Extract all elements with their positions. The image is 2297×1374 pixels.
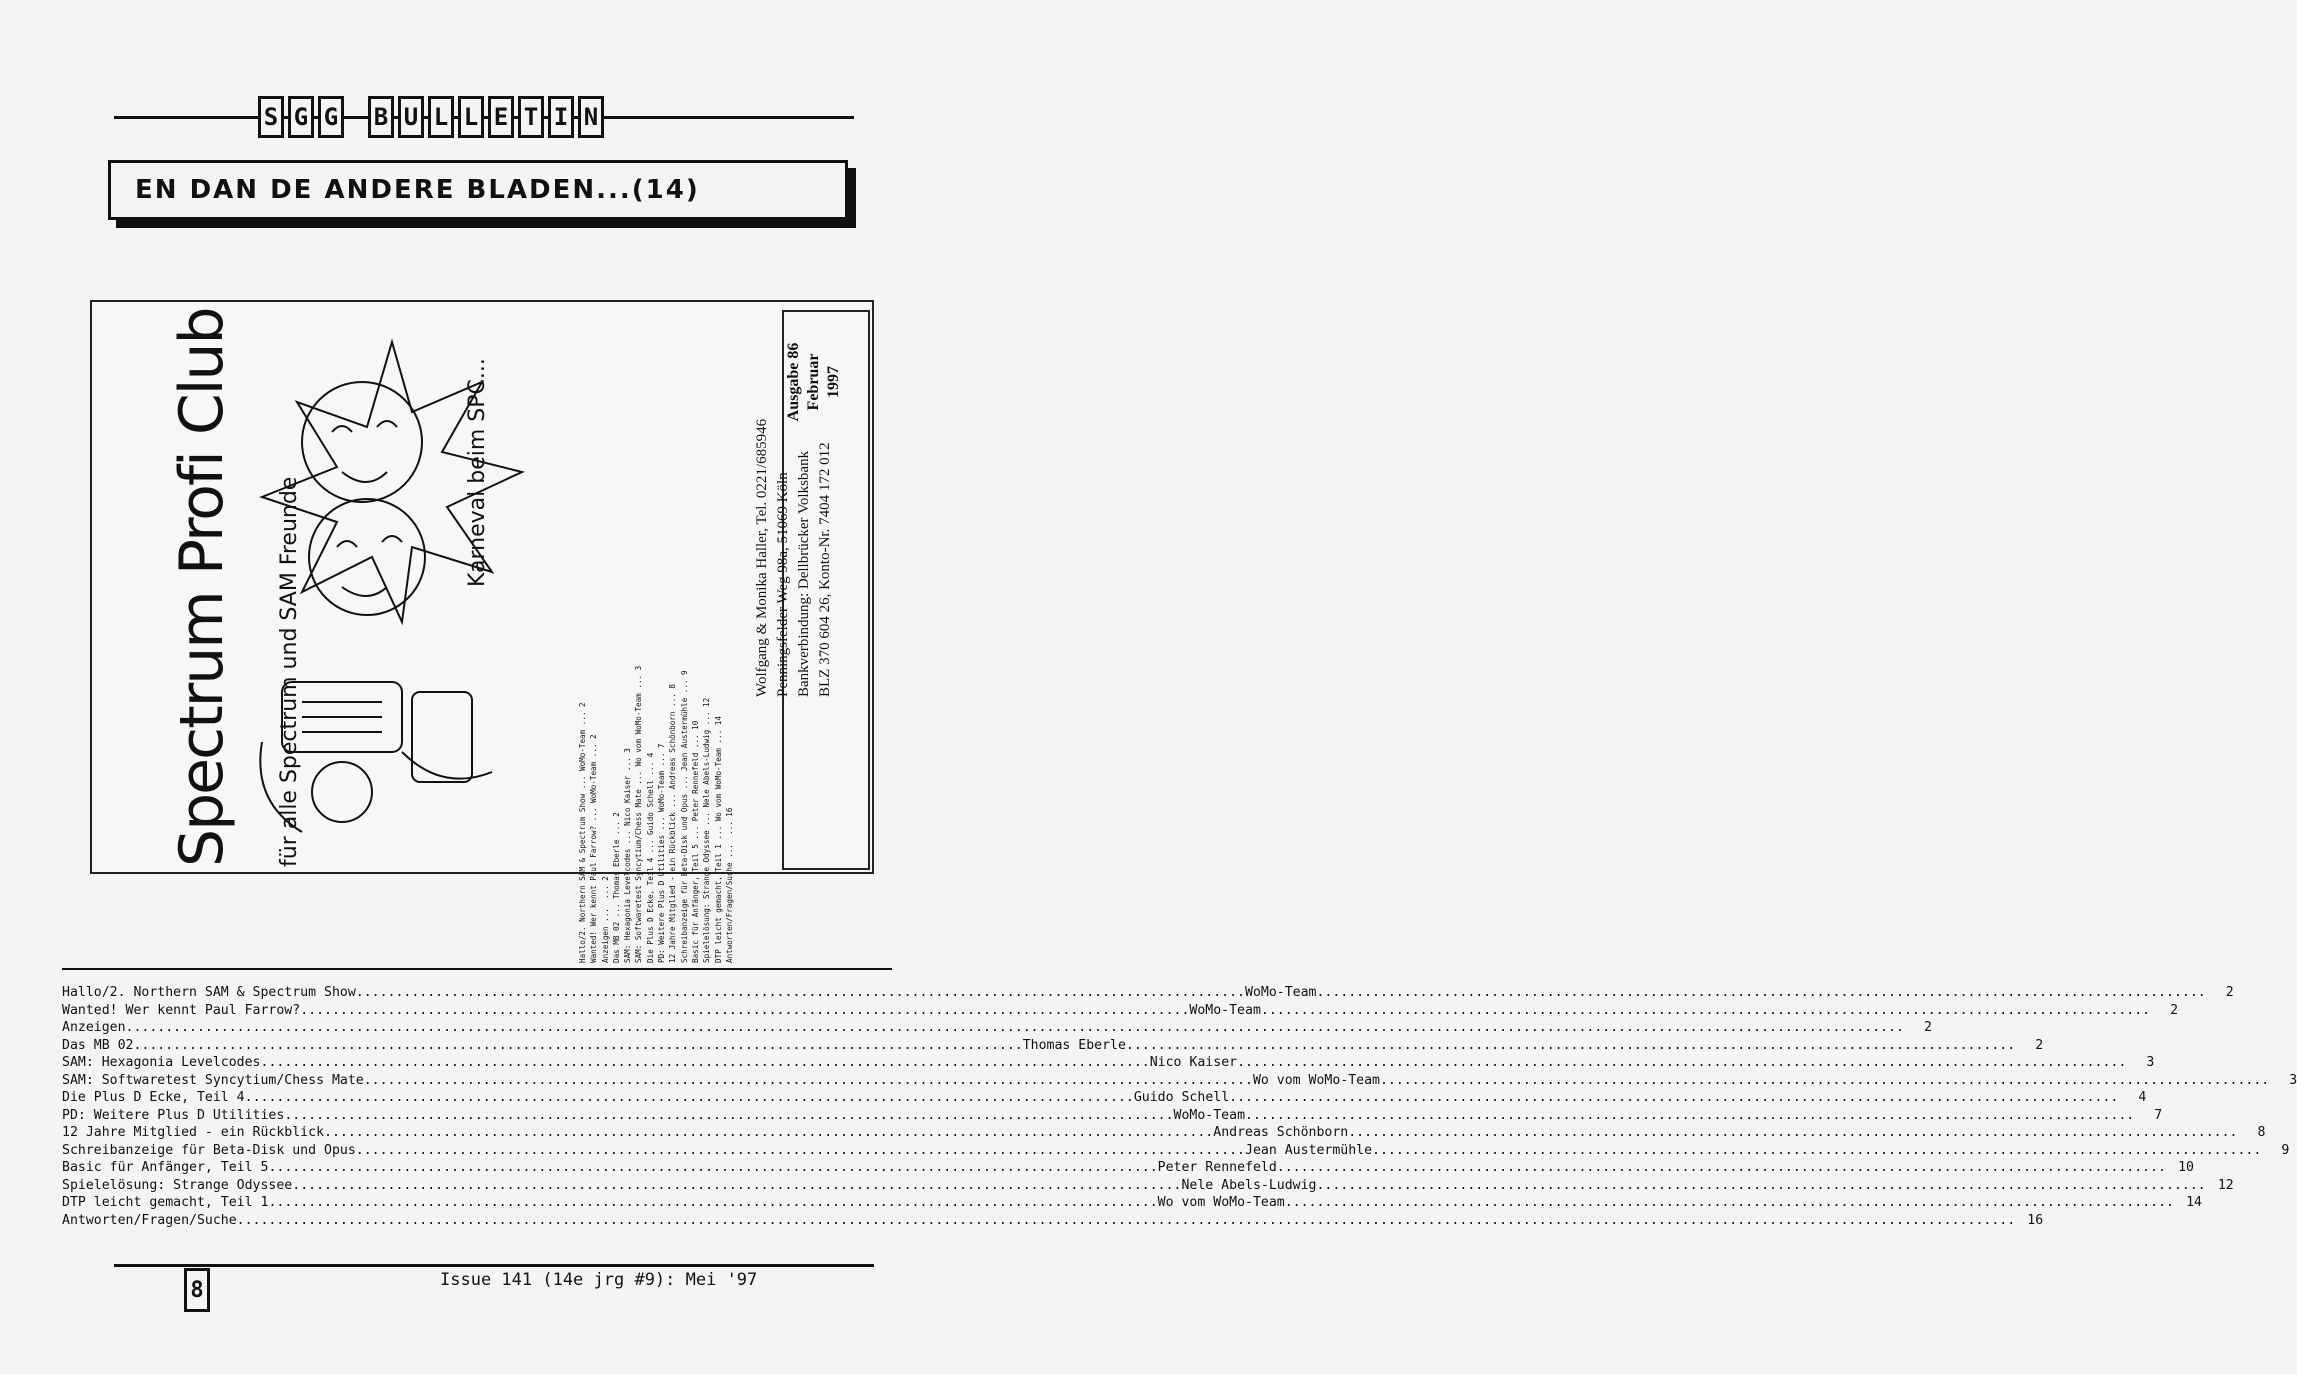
banner-letter: N xyxy=(578,96,604,138)
contents-row xyxy=(62,1019,1932,1037)
club-name: Spectrum Profi Club xyxy=(167,308,237,867)
article-page: 3 xyxy=(2289,1072,2297,1088)
banner-gap xyxy=(348,96,364,138)
cover-article-author: Thomas Eberle xyxy=(611,839,621,899)
article-page: 10 xyxy=(2178,1160,2194,1175)
leader-dots: ... xyxy=(645,834,655,858)
banner-letter: T xyxy=(518,96,544,138)
leader-dots: ... xyxy=(702,706,712,730)
headline xyxy=(108,160,848,220)
leader-dots xyxy=(237,1212,1126,1230)
cover-article-page: 8 xyxy=(668,684,678,689)
cover-article-author: WoMo-Team xyxy=(578,729,587,771)
contents-row xyxy=(62,1072,2297,1090)
cover-article-page: 12 xyxy=(702,697,712,707)
article-author: Nele Abels-Ludwig xyxy=(1181,1177,1317,1193)
article-author: WoMo-Team xyxy=(1245,985,1317,1000)
leader-dots xyxy=(356,984,1245,1002)
leader-dots: ... xyxy=(702,807,712,831)
contents-row xyxy=(62,1054,2155,1072)
contents-row xyxy=(62,1089,2147,1107)
article-title: 12 Jahre Mitglied - ein Rückblick xyxy=(62,1125,325,1140)
article-page: 8 xyxy=(2257,1125,2266,1140)
contents-row xyxy=(62,1002,2179,1020)
contents-row xyxy=(62,1107,2163,1125)
cover-article-page: 3 xyxy=(634,665,644,671)
cover-contents-row xyxy=(667,403,678,963)
leader-dots: ... xyxy=(668,789,678,813)
cover-article-title: Die Plus D Ecke, Teil 4 xyxy=(645,857,655,963)
leader-dots xyxy=(1229,1089,2118,1107)
address-line: Bankverbindung: Dellbrücker Volksbank xyxy=(796,450,812,697)
issue-month: Februar xyxy=(805,353,822,411)
leader-dots xyxy=(1285,1194,2174,1212)
magazine-cover xyxy=(90,300,874,963)
contents-row xyxy=(62,1212,2044,1230)
cover-article-author: Nico Kaiser xyxy=(623,775,633,826)
leader-dots: ... xyxy=(634,670,644,694)
cover-article-title: Anzeigen xyxy=(600,926,610,963)
article-title: Antworten/Fragen/Suche xyxy=(62,1212,237,1228)
cover-article-author: Andreas Schönborn xyxy=(668,711,678,790)
leader-dots: ... xyxy=(713,725,723,749)
cover-contents-row xyxy=(588,403,599,963)
leader-dots xyxy=(1372,1142,2261,1160)
cover-article-title: Schreibanzeige für Beta-Disk und Opus xyxy=(679,793,689,963)
footer-rule xyxy=(114,1264,874,1267)
cover-article-title: Hallo/2. Northern SAM & Spectrum Show xyxy=(578,793,587,963)
cover-contents-row xyxy=(724,403,735,963)
contents-row xyxy=(62,984,2234,1002)
leader-dots xyxy=(1380,1072,2269,1090)
article-title: Hallo/2. Northern SAM & Spectrum Show xyxy=(62,985,356,1000)
leader-dots: ... xyxy=(724,816,734,840)
article-author: Nico Kaiser xyxy=(1149,1055,1238,1070)
cover-article-page: 4 xyxy=(645,752,655,758)
cover-article-page: 7 xyxy=(657,743,667,749)
address-line: Penningsfelder Weg 98a, 51069 Köln xyxy=(775,472,791,697)
article-page: 2 xyxy=(1924,1020,1932,1035)
article-page: 16 xyxy=(2027,1212,2044,1228)
leader-dots xyxy=(292,1177,1181,1195)
face-upper xyxy=(302,382,422,502)
leader-dots: ... xyxy=(600,880,610,904)
cover-article-page: 2 xyxy=(600,876,610,881)
leader-dots xyxy=(356,1142,1245,1160)
leader-dots xyxy=(1237,1054,2126,1072)
leader-dots: ... xyxy=(623,752,633,776)
leader-dots xyxy=(364,1072,1253,1090)
article-author: WoMo-Team xyxy=(1173,1107,1246,1123)
leader-dots xyxy=(1316,1177,2205,1195)
banner-letter: I xyxy=(548,96,574,138)
cover-article-page: 16 xyxy=(724,807,734,817)
leader-dots: ... xyxy=(724,839,734,863)
article-title: Spielelösung: Strange Odyssee xyxy=(62,1177,293,1193)
leader-dots: ... xyxy=(657,812,667,835)
banner-letter: S xyxy=(258,96,284,138)
cover-article-page: 3 xyxy=(623,748,633,753)
leader-dots: ... xyxy=(690,821,700,845)
article-author: Peter Rennefeld xyxy=(1157,1160,1277,1175)
cover-article-title: Spielelösung: Strange Odyssee xyxy=(702,830,712,963)
contents-row xyxy=(62,1142,2290,1160)
headline-text: EN DAN DE ANDERE BLADEN...(14) xyxy=(135,175,700,205)
article-title: Das MB 02 xyxy=(62,1037,134,1053)
cover-article-title: SAM: Softwaretest Syncytium/Chess Mate xyxy=(634,789,644,963)
issue-info xyxy=(784,292,864,472)
leader-dots xyxy=(1261,1002,2150,1020)
leader-dots: ... xyxy=(634,766,644,790)
article-page: 7 xyxy=(2154,1107,2163,1123)
banner-letter: U xyxy=(398,96,424,138)
leader-dots xyxy=(1015,1019,1904,1037)
leader-dots xyxy=(126,1019,1015,1037)
leader-dots xyxy=(133,1037,1022,1055)
contents-row xyxy=(62,1037,2044,1055)
leader-dots xyxy=(1316,984,2205,1002)
carnival-illustration xyxy=(242,322,542,842)
leader-dots xyxy=(1126,1037,2015,1055)
address-line: Wolfgang & Monika Haller, Tel. 0221/685946 xyxy=(754,418,770,697)
cover-article-page: 2 xyxy=(578,702,587,707)
article-author: Andreas Schönborn xyxy=(1213,1125,1349,1140)
cover-contents-row xyxy=(645,403,656,963)
article-page: 3 xyxy=(2146,1055,2155,1070)
cover-contents-list xyxy=(577,403,767,963)
cover-article-title: SAM: Hexagonia Levelcodes xyxy=(623,848,633,963)
leader-dots: ... xyxy=(623,825,633,849)
leader-dots xyxy=(261,1054,1150,1072)
page-number: 8 xyxy=(184,1268,210,1312)
article-title: DTP leicht gemacht, Teil 1 xyxy=(62,1195,269,1210)
club-subtitle: für alle Spectrum und SAM Freunde xyxy=(277,476,302,867)
leader-dots xyxy=(300,1002,1189,1020)
cover-article-page: 14 xyxy=(713,716,723,726)
cover-article-page: 10 xyxy=(690,720,700,730)
article-author: WoMo-Team xyxy=(1189,1002,1261,1018)
article-title: SAM: Softwaretest Syncytium/Chess Mate xyxy=(62,1072,364,1088)
article-title: Die Plus D Ecke, Teil 4 xyxy=(62,1090,245,1105)
leader-dots xyxy=(245,1089,1134,1107)
leader-dots: ... xyxy=(679,674,689,698)
cover-article-title: Antworten/Fragen/Suche xyxy=(724,862,734,963)
leader-dots: ... xyxy=(611,898,621,922)
article-page: 2 xyxy=(2225,985,2234,1000)
cover-contents-row xyxy=(611,403,622,963)
cover-contents-row xyxy=(701,403,712,963)
article-title: Anzeigen xyxy=(62,1020,126,1035)
banner-letter: E xyxy=(488,96,514,138)
contents-row xyxy=(62,1177,2234,1195)
leader-dots: ... xyxy=(668,688,678,712)
cover-article-page: 9 xyxy=(679,670,689,675)
leader-dots: ... xyxy=(578,770,587,794)
leader-dots xyxy=(1245,1107,2134,1125)
cover-article-title: PD: Weitere Plus D Utilities xyxy=(657,834,667,963)
leader-dots xyxy=(284,1107,1173,1125)
issue-label: Ausgabe 86 xyxy=(785,342,802,422)
article-author: Wo vom WoMo-Team xyxy=(1252,1072,1380,1088)
contents-row xyxy=(62,1159,2194,1177)
cover-contents-row xyxy=(690,403,701,963)
article-author: Jean Austermühle xyxy=(1245,1142,1373,1158)
leader-dots xyxy=(268,1194,1157,1212)
leader-dots: ... xyxy=(713,821,723,845)
article-page: 2 xyxy=(2035,1037,2044,1053)
cover-article-author: Guido Schell xyxy=(645,780,655,835)
cover-contents-row xyxy=(577,403,588,963)
cover-article-title: Basic für Anfänger, Teil 5 xyxy=(690,844,700,963)
issue-footer: Issue 141 (14e jrg #9): Mei '97 xyxy=(440,1270,758,1290)
leader-dots xyxy=(324,1124,1213,1142)
leader-dots xyxy=(1277,1159,2166,1177)
contents-row xyxy=(62,1124,2266,1142)
banner-letter: L xyxy=(458,96,484,138)
contents-rule xyxy=(62,968,892,970)
leader-dots: ... xyxy=(589,738,599,762)
article-title: Basic für Anfänger, Teil 5 xyxy=(62,1160,269,1175)
cover-article-title: Das MB 02 xyxy=(611,921,621,963)
cover-contents-row xyxy=(656,403,667,963)
leader-dots xyxy=(1126,1212,2015,1230)
article-page: 2 xyxy=(2170,1002,2179,1018)
issue-year: 1997 xyxy=(825,366,842,398)
article-title: SAM: Hexagonia Levelcodes xyxy=(62,1055,261,1070)
cover-contents-row xyxy=(713,403,724,963)
cover-article-author: WoMo-Team xyxy=(589,761,599,803)
cover-article-author: Wo vom WoMo-Team xyxy=(634,693,644,767)
article-page: 9 xyxy=(2281,1142,2290,1158)
article-title: Schreibanzeige für Beta-Disk und Opus xyxy=(62,1142,356,1158)
leader-dots: ... xyxy=(657,748,667,771)
leader-dots xyxy=(1348,1124,2237,1142)
cover-article-author: Peter Rennefeld xyxy=(690,752,700,822)
leader-dots: ... xyxy=(611,816,621,840)
cover-article-title: DTP leicht gemacht, Teil 1 xyxy=(713,844,723,963)
cover-article-title: Wanted! Wer kennt Paul Farrow? xyxy=(589,825,599,963)
article-author: Wo vom WoMo-Team xyxy=(1157,1195,1285,1210)
banner-letter: L xyxy=(428,96,454,138)
banner-letter: B xyxy=(368,96,394,138)
cover-article-author: WoMo-Team xyxy=(657,770,667,813)
cover-contents-row xyxy=(622,403,633,963)
article-page: 4 xyxy=(2138,1090,2147,1105)
cover-article-page: 2 xyxy=(589,734,599,739)
banner-letter: G xyxy=(288,96,314,138)
contents-list xyxy=(62,984,2297,1229)
leader-dots: ... xyxy=(578,706,587,730)
article-title: Wanted! Wer kennt Paul Farrow? xyxy=(62,1002,301,1018)
karneval-text: Karneval beim SPC... xyxy=(465,358,490,587)
cover-article-author: Nele Abels-Ludwig xyxy=(702,729,712,808)
leader-dots xyxy=(268,1159,1157,1177)
contents-row xyxy=(62,1194,2202,1212)
article-page: 14 xyxy=(2186,1195,2202,1210)
leader-dots: ... xyxy=(645,757,655,781)
leader-dots: ... xyxy=(589,802,599,826)
banner-letter: G xyxy=(318,96,344,138)
face-lower xyxy=(309,499,425,615)
leader-dots: ... xyxy=(679,770,689,794)
cover-contents-row xyxy=(600,403,611,963)
leader-dots: ... xyxy=(690,729,700,753)
article-author: Guido Schell xyxy=(1133,1090,1230,1105)
article-author: Thomas Eberle xyxy=(1022,1037,1126,1053)
cover-article-author: Wo vom WoMo-Team xyxy=(713,748,723,822)
leader-dots: ... xyxy=(600,903,610,927)
cover-article-page: 2 xyxy=(611,812,621,817)
cover-article-author: Jean Austermühle xyxy=(679,697,689,771)
cover-contents-row xyxy=(633,403,644,963)
article-title: PD: Weitere Plus D Utilities xyxy=(62,1107,285,1123)
cover-contents-row xyxy=(679,403,690,963)
article-page: 12 xyxy=(2217,1177,2234,1193)
banner-title xyxy=(258,96,604,138)
address-line: BLZ 370 604 26, Konto-Nr. 7404 172 012 xyxy=(817,442,833,697)
cover-article-title: 12 Jahre Mitglied - ein Rückblick xyxy=(668,812,678,963)
